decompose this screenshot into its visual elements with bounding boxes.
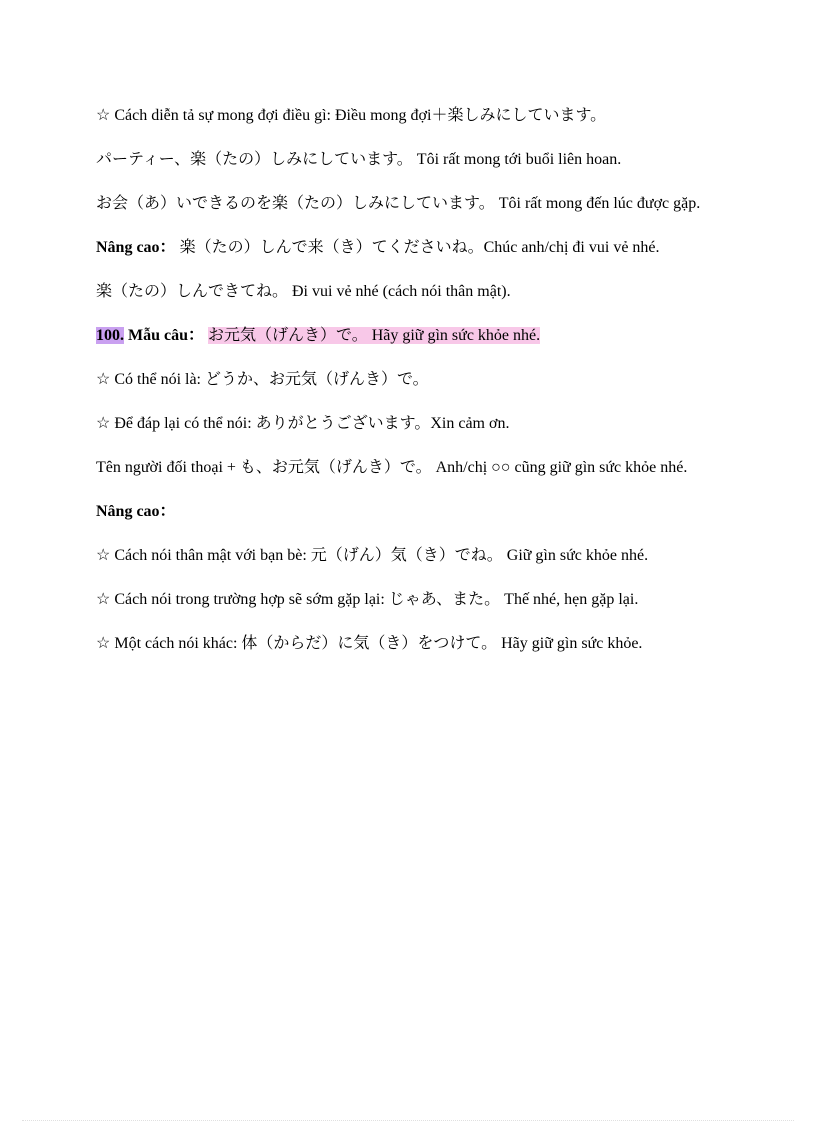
section-number: 100. (96, 327, 124, 344)
paragraph-text: 楽（たの）しんで来（き）てくださいね。Chúc anh/chị đi vui vẻ nhé. (175, 239, 660, 256)
paragraph-text: パーティー、楽（たの）しみにしています。 Tôi rất mong tới buổi liên hoan. (96, 151, 622, 168)
paragraph-text: 楽（たの）しんできてね。 Đi vui vẻ nhé (cách nói thân mật). (96, 283, 511, 300)
advanced-label: Nâng cao： (96, 503, 176, 520)
paragraph-meeting-example (96, 192, 716, 215)
section-heading-100 (96, 324, 716, 347)
page-bottom-divider (22, 1120, 794, 1121)
paragraph-advanced-1 (96, 236, 716, 259)
paragraph-casual-example (96, 280, 716, 303)
paragraph-advanced-2 (96, 500, 716, 523)
paragraph-text: ☆ Có thể nói là: どうか、お元気（げんき）で。 (96, 371, 429, 388)
advanced-label: Nâng cao： (96, 239, 176, 256)
paragraph-text: ☆ Cách diễn tả sự mong đợi điều gì: Điều mong đợi＋楽しみにしています。 (96, 107, 607, 124)
paragraph-text: ☆ Cách nói thân mật với bạn bè: 元（げん）気（き）でね。 Giữ gìn sức khỏe nhé. (96, 547, 649, 564)
paragraph-see-soon (96, 588, 716, 611)
pattern-label: Mẫu câu： (124, 327, 205, 344)
paragraph-name-response (96, 456, 716, 479)
paragraph-text: Tên người đối thoại + も、お元気（げんき）で。 Anh/chị ○○ cũng giữ gìn sức khỏe nhé. (96, 459, 688, 476)
paragraph-text: ☆ Để đáp lại có thể nói: ありがとうございます。Xin cảm ơn. (96, 415, 510, 432)
paragraph-expectation-intro (96, 104, 716, 127)
paragraph-text: ☆ Một cách nói khác: 体（からだ）に気（き）をつけて。 Hãy giữ gìn sức khỏe. (96, 635, 643, 652)
paragraph-alternative (96, 368, 716, 391)
highlighted-phrase: お元気（げんき）で。 Hãy giữ gìn sức khỏe nhé. (208, 327, 541, 344)
paragraph-response (96, 412, 716, 435)
paragraph-party-example (96, 148, 716, 171)
paragraph-text: ☆ Cách nói trong trường hợp sẽ sớm gặp lại: じゃあ、また。 Thế nhé, hẹn gặp lại. (96, 591, 639, 608)
paragraph-friends (96, 544, 716, 567)
paragraph-other-way (96, 632, 716, 655)
paragraph-text: お会（あ）いできるのを楽（たの）しみにしています。 Tôi rất mong đến lúc được gặp. (96, 195, 701, 212)
document-body (96, 104, 716, 676)
